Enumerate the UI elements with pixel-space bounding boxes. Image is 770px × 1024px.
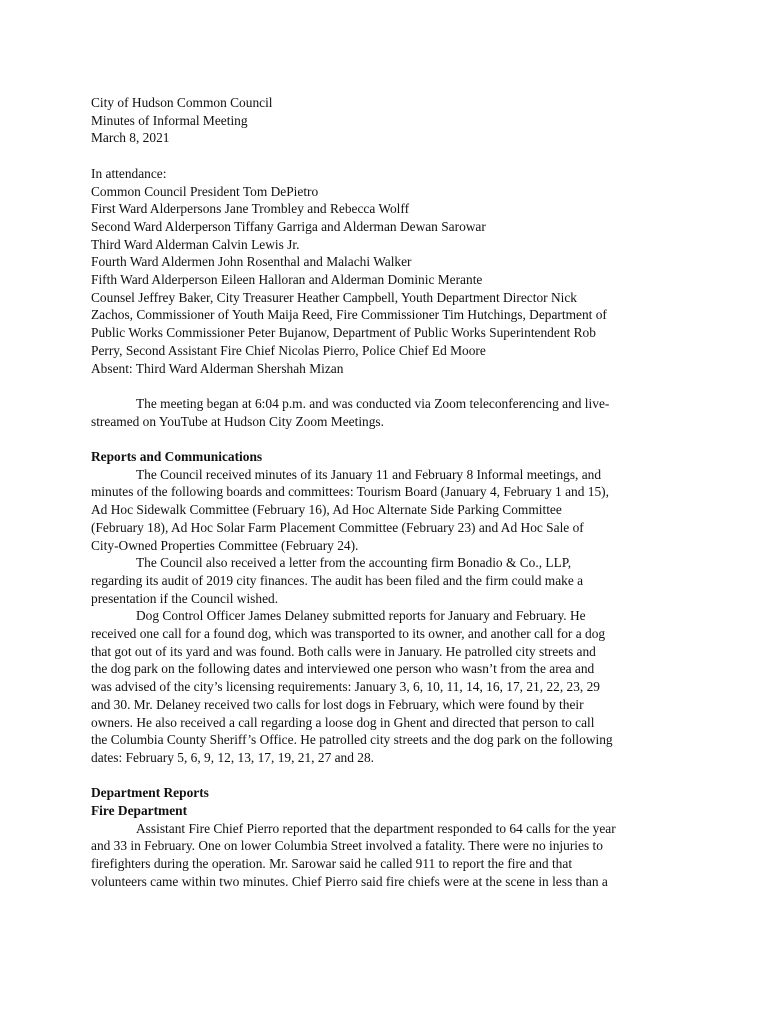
- spacer: [91, 377, 691, 395]
- attendee-line: Third Ward Alderman Calvin Lewis Jr.: [91, 236, 300, 252]
- paragraph-line: regarding its audit of 2019 city finances. The audit has been filed and the firm could make a: [91, 572, 584, 588]
- paragraph-line: Ad Hoc Sidewalk Committee (February 16), Ad Hoc Alternate Side Parking Committee: [91, 502, 562, 518]
- document-header: [91, 94, 691, 147]
- attendee-line: Fifth Ward Alderperson Eileen Halloran and Alderman Dominic Merante: [91, 272, 483, 288]
- subsection-heading: Fire Department: [91, 803, 188, 819]
- spacer: [91, 430, 691, 448]
- organization-name: City of Hudson Common Council: [91, 95, 273, 110]
- paragraph-line: presentation if the Council wished.: [91, 590, 279, 606]
- attendance-section: [91, 165, 691, 377]
- paragraph-line: the dog park on the following dates and interviewed one person who wasn’t from the area and: [91, 661, 595, 677]
- dog-control-paragraph: [91, 607, 691, 766]
- fire-department-paragraph: [91, 820, 691, 891]
- paragraph-line: that got out of its yard and was found. Both calls were in January. He patrolled city streets and: [91, 643, 596, 659]
- attendance-label: In attendance:: [91, 165, 167, 181]
- attendee-line: Second Ward Alderperson Tiffany Garriga and Alderman Dewan Sarowar: [91, 218, 486, 234]
- staff-line: Public Works Commissioner Peter Bujanow, Department of Public Works Superintendent Rob: [91, 325, 596, 341]
- document-title: Minutes of Informal Meeting: [91, 112, 248, 128]
- staff-line: Zachos, Commissioner of Youth Maija Reed, Fire Commissioner Tim Hutchings, Department of: [91, 307, 607, 323]
- paragraph-line: was advised of the city’s licensing requirements: January 3, 6, 10, 11, 14, 16, 17, 21, 22, 23, 29: [91, 679, 601, 695]
- paragraph-line: dates: February 5, 6, 9, 12, 13, 17, 19, 21, 27 and 28.: [91, 749, 375, 765]
- paragraph-line: City-Owned Properties Committee (February 24).: [91, 537, 359, 553]
- paragraph-line: received one call for a found dog, which was transported to its owner, and another call for a dog: [91, 626, 606, 642]
- meeting-date: March 8, 2021: [91, 130, 170, 146]
- minutes-paragraph: [91, 466, 691, 555]
- paragraph-line: The meeting began at 6:04 p.m. and was conducted via Zoom teleconferencing and live-: [136, 395, 610, 411]
- reports-section: [91, 448, 691, 767]
- staff-line: Counsel Jeffrey Baker, City Treasurer Heather Campbell, Youth Department Director Nick: [91, 289, 578, 305]
- paragraph-line: the Columbia County Sheriff’s Office. He patrolled city streets and the dog park on the following: [91, 732, 613, 748]
- section-heading: Department Reports: [91, 785, 209, 801]
- document-page: [91, 94, 691, 891]
- paragraph-line: firefighters during the operation. Mr. Sarowar said he called 911 to report the fire and that: [91, 856, 573, 872]
- staff-line: Perry, Second Assistant Fire Chief Nicolas Pierro, Police Chief Ed Moore: [91, 342, 486, 358]
- attendee-line: Fourth Ward Aldermen John Rosenthal and Malachi Walker: [91, 254, 412, 270]
- paragraph-line: The Council also received a letter from the accounting firm Bonadio & Co., LLP,: [136, 555, 572, 571]
- paragraph-line: The Council received minutes of its January 11 and February 8 Informal meetings, and: [136, 466, 602, 482]
- audit-paragraph: [91, 554, 691, 607]
- paragraph-line: (February 18), Ad Hoc Solar Farm Placement Committee (February 23) and Ad Hoc Sale of: [91, 519, 584, 535]
- paragraph-line: Assistant Fire Chief Pierro reported that the department responded to 64 calls for the year: [136, 820, 616, 836]
- paragraph-line: owners. He also received a call regarding a loose dog in Ghent and directed that person to call: [91, 714, 595, 730]
- spacer: [91, 767, 691, 785]
- spacer: [91, 147, 691, 165]
- paragraph-line: minutes of the following boards and committees: Tourism Board (January 4, February 1 and 15),: [91, 484, 609, 500]
- paragraph-line: and 30. Mr. Delaney received two calls for lost dogs in February, which were found by their: [91, 696, 584, 712]
- paragraph-line: streamed on YouTube at Hudson City Zoom Meetings.: [91, 413, 384, 429]
- absent-line: Absent: Third Ward Alderman Shershah Mizan: [91, 360, 344, 376]
- department-reports-section: [91, 784, 691, 890]
- paragraph-line: Dog Control Officer James Delaney submitted reports for January and February. He: [136, 608, 586, 624]
- opening-paragraph: [91, 395, 691, 430]
- paragraph-line: volunteers came within two minutes. Chief Pierro said fire chiefs were at the scene in less than a: [91, 873, 608, 889]
- attendee-line: First Ward Alderpersons Jane Trombley and Rebecca Wolff: [91, 201, 410, 217]
- section-heading: Reports and Communications: [91, 449, 263, 465]
- attendee-line: Common Council President Tom DePietro: [91, 183, 319, 199]
- paragraph-line: and 33 in February. One on lower Columbia Street involved a fatality. There were no injuries to: [91, 838, 603, 854]
